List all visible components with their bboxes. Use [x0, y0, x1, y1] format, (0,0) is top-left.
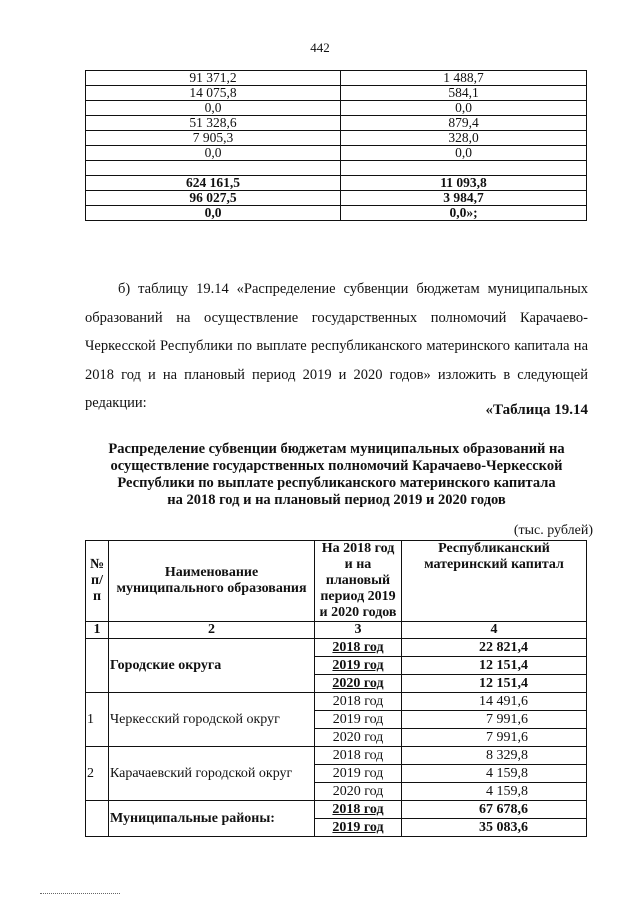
subvention-table: [85, 540, 587, 837]
value-cell: 12 151,4: [402, 657, 587, 675]
column-number: 2: [109, 622, 315, 639]
column-number-row: [86, 622, 587, 639]
year-cell: 2018 год: [315, 639, 402, 657]
continuation-cell: 0,0: [86, 146, 341, 161]
header-period: На 2018 год и на плановый период 2019 и 2020 годов: [315, 541, 402, 622]
title-line: Распределение субвенции бюджетам муниципальных образований на: [108, 441, 565, 457]
continuation-cell: [86, 161, 341, 176]
year-cell: 2019 год: [315, 711, 402, 729]
row-index: 2: [86, 747, 109, 801]
continuation-cell: 584,1: [341, 86, 587, 101]
continuation-cell: 0,0: [86, 206, 341, 221]
continuation-cell: 96 027,5: [86, 191, 341, 206]
row-index: [86, 801, 109, 837]
subvention-table-body: [86, 639, 587, 837]
continuation-row: [86, 116, 587, 131]
table-title: [85, 441, 588, 509]
header-row: [86, 541, 587, 622]
value-cell: 67 678,6: [402, 801, 587, 819]
title-line: на 2018 год и на плановый период 2019 и 2020 годов: [167, 492, 506, 508]
continuation-row: [86, 191, 587, 206]
page-number: 442: [310, 40, 330, 55]
value-cell: 7 991,6: [402, 729, 587, 747]
continuation-cell: 0,0: [86, 101, 341, 116]
column-number: 1: [86, 622, 109, 639]
continuation-row: [86, 71, 587, 86]
year-cell: 2020 год: [315, 783, 402, 801]
continuation-cell: 11 093,8: [341, 176, 587, 191]
continuation-cell: 51 328,6: [86, 116, 341, 131]
municipality-name: Черкесский городской округ: [109, 693, 315, 747]
continuation-cell: 7 905,3: [86, 131, 341, 146]
continuation-cell: 14 075,8: [86, 86, 341, 101]
header-name: Наименование муниципального образования: [109, 541, 315, 622]
continuation-row: [86, 101, 587, 116]
year-cell: 2018 год: [315, 747, 402, 765]
units-label: (тыс. рублей): [513, 523, 593, 538]
table-row: [86, 639, 587, 657]
year-cell: 2018 год: [315, 693, 402, 711]
row-index: 1: [86, 693, 109, 747]
column-number: 4: [402, 622, 587, 639]
continuation-cell: 0,0: [341, 146, 587, 161]
municipality-name: Муниципальные районы:: [109, 801, 315, 837]
year-cell: 2019 год: [315, 657, 402, 675]
value-cell: 14 491,6: [402, 693, 587, 711]
continuation-row: [86, 146, 587, 161]
column-number: 3: [315, 622, 402, 639]
municipality-name: Городские округа: [109, 639, 315, 693]
value-cell: 22 821,4: [402, 639, 587, 657]
amendment-paragraph: б) таблицу 19.14 «Распределение субвенции бюджетам муниципальных образований на осуществление государственных полномочий Карачаево-Черкесской Республики по выплате республиканского материнского капитала на 2018 год и на плановый период 2019 и 2020 годов» изложить в следующей редакции:: [85, 281, 588, 411]
year-cell: 2019 год: [315, 819, 402, 837]
value-cell: 12 151,4: [402, 675, 587, 693]
value-cell: 35 083,6: [402, 819, 587, 837]
continuation-row: [86, 206, 587, 221]
table-row: [86, 801, 587, 819]
header-number: № п/п: [86, 541, 109, 622]
continuation-cell: 1 488,7: [341, 71, 587, 86]
row-index: [86, 639, 109, 693]
title-line: осуществление государственных полномочий Карачаево-Черкесской: [110, 458, 563, 474]
table-row: [86, 747, 587, 765]
year-cell: 2018 год: [315, 801, 402, 819]
continuation-cell: 3 984,7: [341, 191, 587, 206]
table-row: [86, 693, 587, 711]
continuation-table-body: [86, 71, 587, 221]
year-cell: 2020 год: [315, 729, 402, 747]
continuation-cell: 624 161,5: [86, 176, 341, 191]
year-cell: 2019 год: [315, 765, 402, 783]
table-label: «Таблица 19.14: [485, 402, 588, 418]
value-cell: 8 329,8: [402, 747, 587, 765]
continuation-row: [86, 176, 587, 191]
value-cell: 4 159,8: [402, 765, 587, 783]
continuation-row: [86, 161, 587, 176]
header-capital: Республиканский материнский капитал: [402, 541, 587, 622]
continuation-row: [86, 86, 587, 101]
value-cell: 7 991,6: [402, 711, 587, 729]
year-cell: 2020 год: [315, 675, 402, 693]
continuation-table: [85, 70, 587, 221]
municipality-name: Карачаевский городской округ: [109, 747, 315, 801]
continuation-cell: 0,0: [341, 101, 587, 116]
continuation-cell: 0,0»;: [341, 206, 587, 221]
continuation-cell: 328,0: [341, 131, 587, 146]
footnote-divider: [40, 893, 120, 894]
continuation-row: [86, 131, 587, 146]
continuation-cell: 879,4: [341, 116, 587, 131]
continuation-cell: 91 371,2: [86, 71, 341, 86]
continuation-cell: [341, 161, 587, 176]
title-line: Республики по выплате республиканского материнского капитала: [117, 475, 556, 491]
value-cell: 4 159,8: [402, 783, 587, 801]
